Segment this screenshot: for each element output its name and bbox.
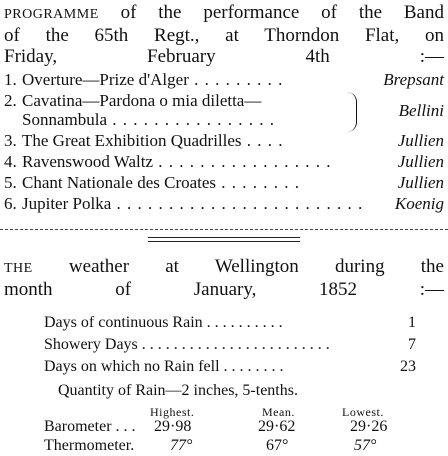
weather-paragraph — [4, 256, 444, 300]
item-title: Sonnambula — [22, 110, 107, 129]
weather-row-value: 7 — [408, 336, 416, 353]
item-number: 2. — [4, 91, 17, 110]
weather-row-label: Showery Days . . . . . . . . . . . . . . . . . . . . . . . . — [44, 336, 330, 353]
weather-row — [44, 358, 416, 378]
programme-item — [4, 91, 444, 111]
weather-row-label: Days on which no Rain fell . . . . . . . . — [44, 358, 284, 375]
programme-line-3: Friday, February 4th :— — [4, 46, 444, 67]
programme-item — [4, 70, 444, 90]
barometer-mean: 29·62 — [258, 418, 296, 435]
weather-line-2: month of January, 1852 :— — [4, 279, 444, 300]
thermometer-lowest: 57° — [354, 437, 377, 454]
dashed-divider — [0, 229, 448, 230]
weather-lead: THE — [4, 261, 33, 276]
programme-item — [4, 131, 444, 151]
item-title: Chant Nationale des Croates — [22, 173, 217, 192]
thermometer-highest: 77° — [170, 437, 193, 454]
barometer-highest: 29·98 — [154, 418, 192, 435]
weather-row — [44, 314, 416, 334]
item-title: Overture—Prize d'Alger — [22, 70, 189, 89]
item-leader-dots: . . . . . . . . — [216, 173, 301, 192]
item-composer: Jullien — [397, 152, 444, 171]
item-number: 4. — [4, 152, 17, 171]
item-leader-dots: . . . . . . . . . . . . . . . . . . . . . . . . — [111, 194, 364, 213]
thermometer-label: Thermometer. — [44, 437, 135, 454]
programme-item — [4, 152, 444, 172]
weather-line-1-text: weather at Wellington during the — [68, 256, 444, 277]
double-rule-top — [148, 237, 300, 238]
item-title: The Great Exhibition Quadrilles — [22, 131, 242, 150]
item-number: 1. — [4, 70, 17, 89]
item-leader-dots: . . . . . . . . . — [188, 70, 284, 89]
item-composer: Jullien — [397, 173, 444, 192]
bellini-brace — [346, 92, 357, 132]
header-mean: Mean. — [262, 405, 295, 419]
thermometer-mean: 67° — [266, 437, 289, 454]
item-composer: Koenig — [394, 194, 444, 213]
barometer-label: Barometer . . . — [44, 418, 136, 435]
item-composer: Brepsant — [383, 70, 444, 89]
double-rule-bottom — [148, 241, 300, 242]
item-leader-dots: . . . . . . . . . . . . . . . . . — [153, 152, 332, 171]
weather-row-value: 23 — [400, 358, 416, 375]
programme-item — [4, 110, 444, 130]
item-composer: Jullien — [397, 131, 444, 150]
bellini-composer: Bellini — [398, 101, 444, 120]
item-number: 3. — [4, 131, 17, 150]
item-title: Jupiter Polka — [22, 194, 112, 213]
item-number: 5. — [4, 173, 17, 192]
programme-paragraph — [4, 2, 444, 67]
header-lowest: Lowest. — [342, 405, 384, 419]
item-title: Ravenswood Waltz — [22, 152, 153, 171]
item-leader-dots: . . . . . . . . . . . . . . . . — [107, 110, 275, 129]
programme-line-1 — [4, 2, 444, 25]
programme-line-2: of the 65th Regt., at Thorndon Flat, on — [4, 25, 444, 46]
programme-item — [4, 173, 444, 193]
barometer-lowest: 29·26 — [350, 418, 388, 435]
programme-lead: PROGRAMME — [4, 7, 99, 22]
item-title: Cavatina—Pardona o mia diletta— — [22, 91, 262, 110]
programme-item — [4, 194, 444, 214]
programme-line-1-text: of the performance of the Band — [120, 2, 444, 23]
weather-row-value: 1 — [408, 314, 416, 331]
rain-quantity: Quantity of Rain—2 inches, 5-tenths. — [58, 382, 298, 399]
item-leader-dots: . . . . — [241, 131, 284, 150]
item-number: 6. — [4, 194, 17, 213]
weather-row — [44, 336, 416, 356]
header-highest: Highest. — [150, 405, 195, 419]
weather-row-label: Days of continuous Rain . . . . . . . . . . — [44, 314, 283, 331]
weather-line-1 — [4, 256, 444, 279]
